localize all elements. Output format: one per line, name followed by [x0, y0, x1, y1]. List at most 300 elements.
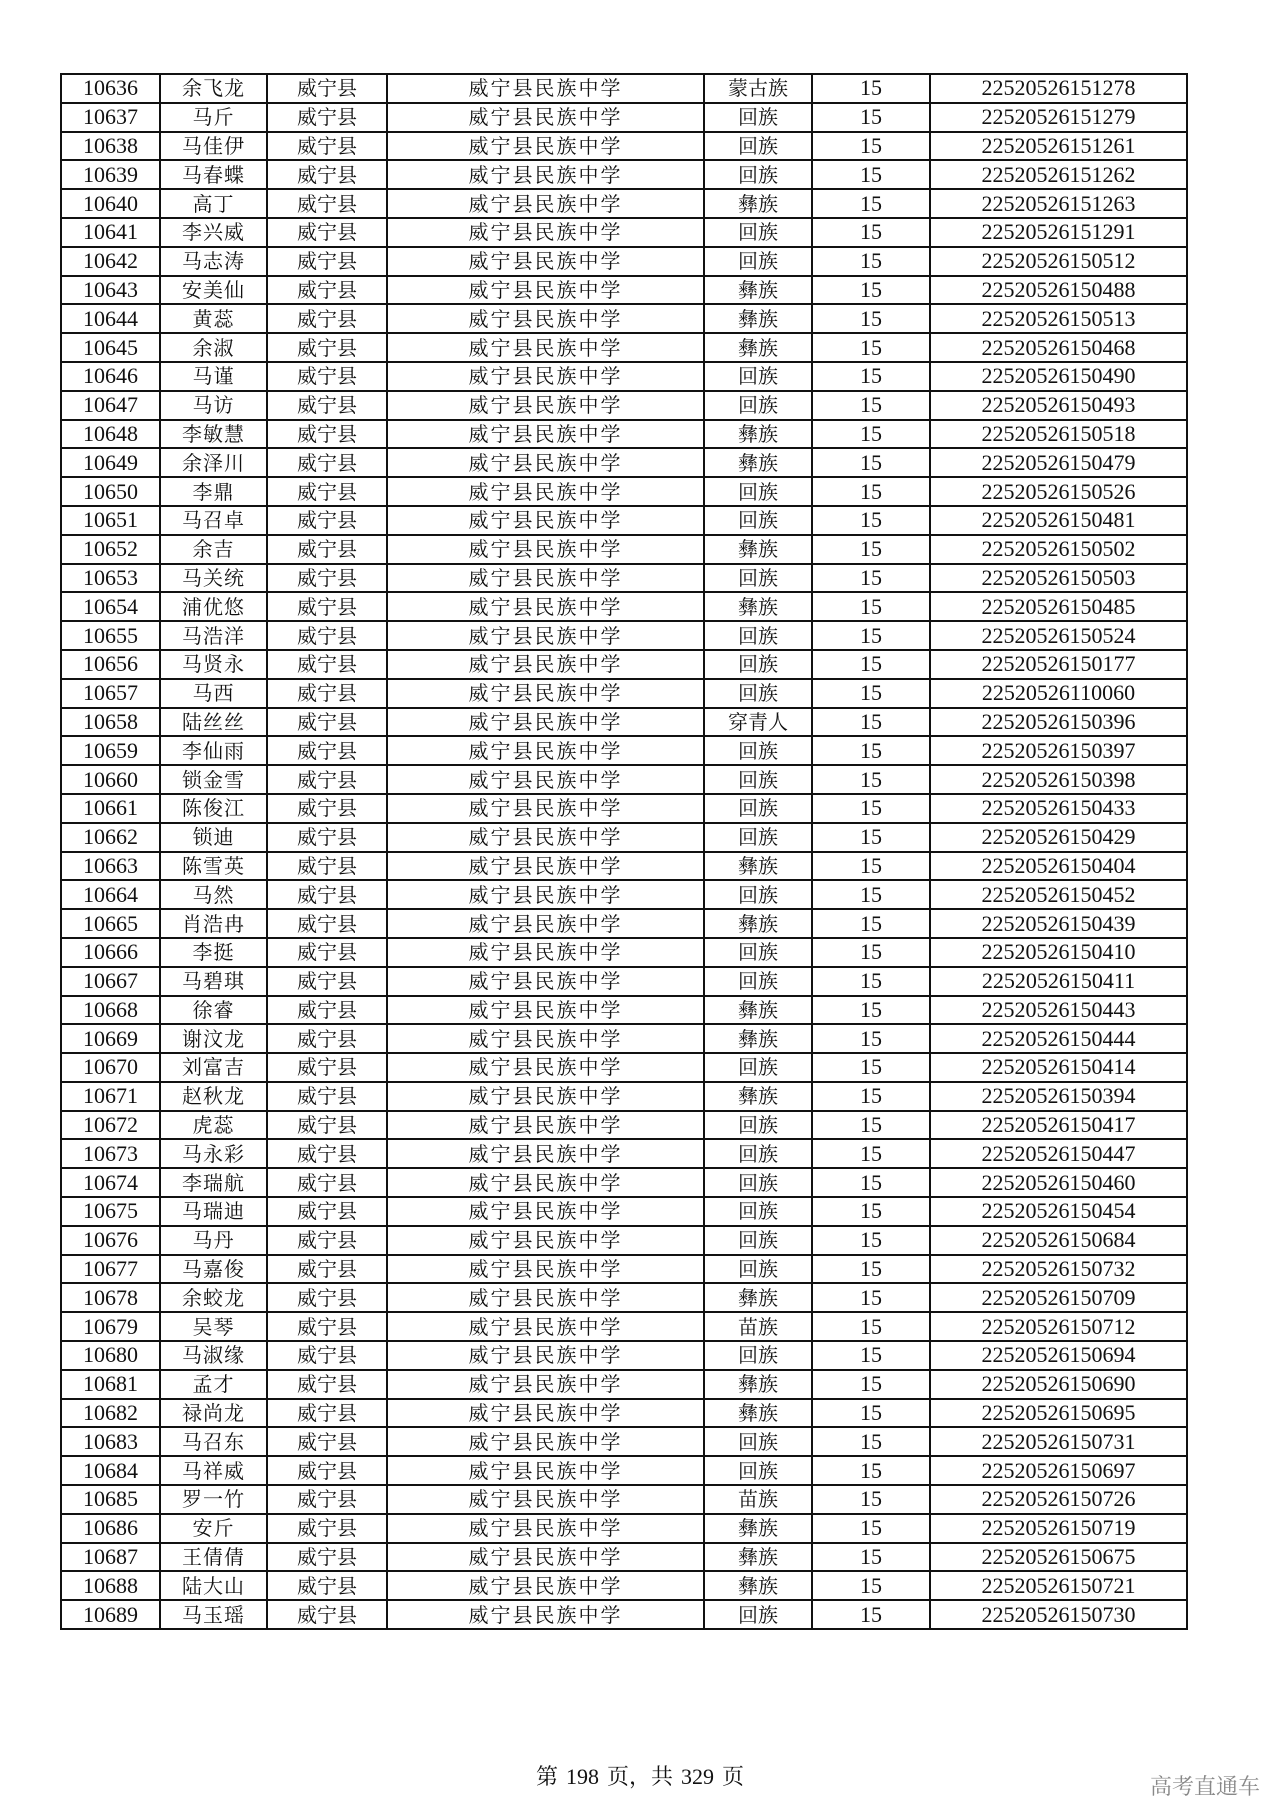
cell-exam-id: 22520526150526 — [930, 477, 1187, 506]
table-row — [61, 679, 1187, 708]
cell-score: 15 — [812, 708, 930, 737]
cell-county: 威宁县 — [267, 391, 387, 420]
cell-ethnicity: 彝族 — [704, 189, 812, 218]
cell-ethnicity: 回族 — [704, 621, 812, 650]
cell-score: 15 — [812, 1283, 930, 1312]
table-row — [61, 650, 1187, 679]
cell-ethnicity: 彝族 — [704, 276, 812, 305]
table-row — [61, 996, 1187, 1025]
cell-name: 余吉 — [160, 535, 267, 564]
cell-exam-id: 22520526150719 — [930, 1514, 1187, 1543]
cell-school: 威宁县民族中学 — [387, 650, 704, 679]
cell-score: 15 — [812, 592, 930, 621]
cell-score: 15 — [812, 448, 930, 477]
cell-exam-id: 22520526150695 — [930, 1399, 1187, 1428]
cell-ethnicity: 回族 — [704, 506, 812, 535]
cell-name: 余泽川 — [160, 448, 267, 477]
table-row — [61, 852, 1187, 881]
cell-score: 15 — [812, 650, 930, 679]
table-row — [61, 477, 1187, 506]
cell-name: 刘富吉 — [160, 1053, 267, 1082]
cell-county: 威宁县 — [267, 477, 387, 506]
cell-seq: 10668 — [61, 996, 160, 1025]
cell-school: 威宁县民族中学 — [387, 1168, 704, 1197]
cell-county: 威宁县 — [267, 1053, 387, 1082]
cell-seq: 10681 — [61, 1370, 160, 1399]
cell-score: 15 — [812, 391, 930, 420]
cell-school: 威宁县民族中学 — [387, 1399, 704, 1428]
table-row — [61, 391, 1187, 420]
cell-county: 威宁县 — [267, 938, 387, 967]
cell-ethnicity: 彝族 — [704, 1024, 812, 1053]
cell-ethnicity: 回族 — [704, 391, 812, 420]
cell-exam-id: 22520526151278 — [930, 74, 1187, 103]
cell-school: 威宁县民族中学 — [387, 1571, 704, 1600]
cell-name: 马召东 — [160, 1427, 267, 1456]
cell-seq: 10657 — [61, 679, 160, 708]
cell-name: 马佳伊 — [160, 132, 267, 161]
cell-score: 15 — [812, 736, 930, 765]
cell-exam-id: 22520526150414 — [930, 1053, 1187, 1082]
cell-school: 威宁县民族中学 — [387, 823, 704, 852]
footer-middle: 页，共 — [606, 1764, 673, 1789]
cell-name: 马然 — [160, 880, 267, 909]
cell-seq: 10655 — [61, 621, 160, 650]
cell-seq: 10672 — [61, 1111, 160, 1140]
cell-seq: 10647 — [61, 391, 160, 420]
cell-seq: 10649 — [61, 448, 160, 477]
cell-exam-id: 22520526150684 — [930, 1226, 1187, 1255]
cell-ethnicity: 回族 — [704, 1341, 812, 1370]
cell-score: 15 — [812, 276, 930, 305]
cell-ethnicity: 回族 — [704, 1226, 812, 1255]
cell-name: 马斤 — [160, 103, 267, 132]
cell-exam-id: 22520526150513 — [930, 304, 1187, 333]
cell-seq: 10646 — [61, 362, 160, 391]
cell-ethnicity: 回族 — [704, 679, 812, 708]
cell-score: 15 — [812, 794, 930, 823]
table-row — [61, 1255, 1187, 1284]
cell-exam-id: 22520526150730 — [930, 1600, 1187, 1629]
cell-county: 威宁县 — [267, 1427, 387, 1456]
cell-seq: 10641 — [61, 218, 160, 247]
cell-school: 威宁县民族中学 — [387, 506, 704, 535]
cell-county: 威宁县 — [267, 1312, 387, 1341]
cell-county: 威宁县 — [267, 362, 387, 391]
cell-score: 15 — [812, 1485, 930, 1514]
cell-seq: 10673 — [61, 1139, 160, 1168]
cell-school: 威宁县民族中学 — [387, 564, 704, 593]
cell-name: 吴琴 — [160, 1312, 267, 1341]
cell-county: 威宁县 — [267, 1514, 387, 1543]
cell-seq: 10644 — [61, 304, 160, 333]
cell-name: 马谨 — [160, 362, 267, 391]
cell-ethnicity: 回族 — [704, 794, 812, 823]
cell-county: 威宁县 — [267, 247, 387, 276]
cell-county: 威宁县 — [267, 506, 387, 535]
cell-county: 威宁县 — [267, 1283, 387, 1312]
cell-county: 威宁县 — [267, 132, 387, 161]
cell-county: 威宁县 — [267, 1456, 387, 1485]
cell-score: 15 — [812, 1255, 930, 1284]
cell-seq: 10667 — [61, 967, 160, 996]
cell-ethnicity: 彝族 — [704, 304, 812, 333]
table-row — [61, 1370, 1187, 1399]
cell-exam-id: 22520526150411 — [930, 967, 1187, 996]
cell-exam-id: 22520526150479 — [930, 448, 1187, 477]
cell-seq: 10686 — [61, 1514, 160, 1543]
cell-score: 15 — [812, 74, 930, 103]
table-row — [61, 333, 1187, 362]
cell-score: 15 — [812, 247, 930, 276]
cell-school: 威宁县民族中学 — [387, 852, 704, 881]
cell-score: 15 — [812, 1399, 930, 1428]
cell-score: 15 — [812, 304, 930, 333]
cell-score: 15 — [812, 1370, 930, 1399]
table-row — [61, 1168, 1187, 1197]
cell-name: 马永彩 — [160, 1139, 267, 1168]
cell-ethnicity: 彝族 — [704, 1514, 812, 1543]
cell-score: 15 — [812, 852, 930, 881]
cell-name: 陆大山 — [160, 1571, 267, 1600]
cell-score: 15 — [812, 535, 930, 564]
cell-name: 锁迪 — [160, 823, 267, 852]
cell-ethnicity: 彝族 — [704, 996, 812, 1025]
cell-ethnicity: 回族 — [704, 650, 812, 679]
table-row — [61, 1600, 1187, 1629]
cell-name: 锁金雪 — [160, 765, 267, 794]
table-row — [61, 823, 1187, 852]
cell-seq: 10638 — [61, 132, 160, 161]
cell-ethnicity: 彝族 — [704, 1370, 812, 1399]
table-row — [61, 1399, 1187, 1428]
table-row — [61, 506, 1187, 535]
cell-exam-id: 22520526150404 — [930, 852, 1187, 881]
cell-exam-id: 22520526150177 — [930, 650, 1187, 679]
cell-exam-id: 22520526150488 — [930, 276, 1187, 305]
cell-school: 威宁县民族中学 — [387, 448, 704, 477]
cell-school: 威宁县民族中学 — [387, 362, 704, 391]
cell-exam-id: 22520526150512 — [930, 247, 1187, 276]
cell-seq: 10675 — [61, 1197, 160, 1226]
cell-seq: 10678 — [61, 1283, 160, 1312]
cell-seq: 10653 — [61, 564, 160, 593]
cell-school: 威宁县民族中学 — [387, 1543, 704, 1572]
cell-name: 安美仙 — [160, 276, 267, 305]
cell-ethnicity: 彝族 — [704, 1082, 812, 1111]
cell-school: 威宁县民族中学 — [387, 1485, 704, 1514]
table-row — [61, 132, 1187, 161]
cell-name: 王倩倩 — [160, 1543, 267, 1572]
cell-school: 威宁县民族中学 — [387, 708, 704, 737]
cell-name: 黄蕊 — [160, 304, 267, 333]
cell-ethnicity: 彝族 — [704, 1399, 812, 1428]
cell-school: 威宁县民族中学 — [387, 592, 704, 621]
cell-county: 威宁县 — [267, 1341, 387, 1370]
cell-exam-id: 22520526150493 — [930, 391, 1187, 420]
cell-score: 15 — [812, 132, 930, 161]
table-row — [61, 708, 1187, 737]
cell-exam-id: 22520526150690 — [930, 1370, 1187, 1399]
cell-exam-id: 22520526150518 — [930, 420, 1187, 449]
table-row — [61, 448, 1187, 477]
table-row — [61, 1456, 1187, 1485]
cell-county: 威宁县 — [267, 535, 387, 564]
student-list-table — [60, 73, 1188, 1630]
cell-exam-id: 22520526150397 — [930, 736, 1187, 765]
table-row — [61, 1427, 1187, 1456]
cell-score: 15 — [812, 1312, 930, 1341]
cell-seq: 10651 — [61, 506, 160, 535]
cell-name: 陆丝丝 — [160, 708, 267, 737]
cell-county: 威宁县 — [267, 333, 387, 362]
cell-county: 威宁县 — [267, 564, 387, 593]
cell-school: 威宁县民族中学 — [387, 1197, 704, 1226]
cell-score: 15 — [812, 218, 930, 247]
cell-exam-id: 22520526150709 — [930, 1283, 1187, 1312]
cell-score: 15 — [812, 420, 930, 449]
cell-county: 威宁县 — [267, 1197, 387, 1226]
cell-name: 李鼎 — [160, 477, 267, 506]
cell-ethnicity: 彝族 — [704, 909, 812, 938]
cell-seq: 10685 — [61, 1485, 160, 1514]
table-row — [61, 621, 1187, 650]
cell-score: 15 — [812, 938, 930, 967]
cell-seq: 10676 — [61, 1226, 160, 1255]
cell-score: 15 — [812, 1514, 930, 1543]
current-page: 198 — [565, 1764, 599, 1789]
table-row — [61, 564, 1187, 593]
cell-exam-id: 22520526150502 — [930, 535, 1187, 564]
cell-ethnicity: 回族 — [704, 765, 812, 794]
cell-name: 马访 — [160, 391, 267, 420]
footer-suffix: 页 — [722, 1764, 745, 1789]
cell-county: 威宁县 — [267, 1082, 387, 1111]
cell-county: 威宁县 — [267, 679, 387, 708]
cell-seq: 10648 — [61, 420, 160, 449]
cell-score: 15 — [812, 823, 930, 852]
table-row — [61, 736, 1187, 765]
cell-school: 威宁县民族中学 — [387, 967, 704, 996]
cell-ethnicity: 回族 — [704, 1168, 812, 1197]
cell-county: 威宁县 — [267, 852, 387, 881]
cell-seq: 10662 — [61, 823, 160, 852]
cell-name: 孟才 — [160, 1370, 267, 1399]
cell-seq: 10654 — [61, 592, 160, 621]
cell-county: 威宁县 — [267, 1543, 387, 1572]
cell-name: 马玉瑶 — [160, 1600, 267, 1629]
cell-seq: 10636 — [61, 74, 160, 103]
cell-seq: 10652 — [61, 535, 160, 564]
table-row — [61, 276, 1187, 305]
cell-score: 15 — [812, 967, 930, 996]
cell-seq: 10640 — [61, 189, 160, 218]
table-row — [61, 218, 1187, 247]
cell-ethnicity: 回族 — [704, 1111, 812, 1140]
cell-ethnicity: 彝族 — [704, 852, 812, 881]
cell-school: 威宁县民族中学 — [387, 333, 704, 362]
cell-exam-id: 22520526150444 — [930, 1024, 1187, 1053]
table-row — [61, 794, 1187, 823]
cell-exam-id: 22520526150524 — [930, 621, 1187, 650]
cell-seq: 10682 — [61, 1399, 160, 1428]
cell-score: 15 — [812, 765, 930, 794]
table-row — [61, 420, 1187, 449]
cell-seq: 10656 — [61, 650, 160, 679]
cell-school: 威宁县民族中学 — [387, 1255, 704, 1284]
cell-ethnicity: 彝族 — [704, 1543, 812, 1572]
cell-school: 威宁县民族中学 — [387, 1283, 704, 1312]
cell-score: 15 — [812, 564, 930, 593]
cell-name: 马西 — [160, 679, 267, 708]
cell-exam-id: 22520526150481 — [930, 506, 1187, 535]
cell-ethnicity: 回族 — [704, 736, 812, 765]
cell-ethnicity: 苗族 — [704, 1485, 812, 1514]
table-row — [61, 1139, 1187, 1168]
cell-name: 马春蝶 — [160, 160, 267, 189]
cell-ethnicity: 回族 — [704, 1427, 812, 1456]
cell-ethnicity: 回族 — [704, 1255, 812, 1284]
cell-ethnicity: 回族 — [704, 1600, 812, 1629]
cell-exam-id: 22520526150417 — [930, 1111, 1187, 1140]
cell-seq: 10687 — [61, 1543, 160, 1572]
cell-name: 余蛟龙 — [160, 1283, 267, 1312]
cell-ethnicity: 彝族 — [704, 333, 812, 362]
cell-school: 威宁县民族中学 — [387, 1341, 704, 1370]
cell-exam-id: 22520526151261 — [930, 132, 1187, 161]
cell-name: 肖浩冉 — [160, 909, 267, 938]
cell-ethnicity: 回族 — [704, 160, 812, 189]
footer-prefix: 第 — [535, 1764, 558, 1789]
cell-school: 威宁县民族中学 — [387, 535, 704, 564]
cell-seq: 10669 — [61, 1024, 160, 1053]
cell-score: 15 — [812, 996, 930, 1025]
cell-exam-id: 22520526150721 — [930, 1571, 1187, 1600]
cell-ethnicity: 回族 — [704, 477, 812, 506]
cell-county: 威宁县 — [267, 1571, 387, 1600]
cell-score: 15 — [812, 189, 930, 218]
cell-name: 安斤 — [160, 1514, 267, 1543]
cell-ethnicity: 回族 — [704, 1456, 812, 1485]
cell-county: 威宁县 — [267, 996, 387, 1025]
cell-county: 威宁县 — [267, 276, 387, 305]
table-row — [61, 1341, 1187, 1370]
cell-exam-id: 22520526150726 — [930, 1485, 1187, 1514]
cell-exam-id: 22520526150396 — [930, 708, 1187, 737]
cell-ethnicity: 回族 — [704, 218, 812, 247]
cell-seq: 10665 — [61, 909, 160, 938]
cell-county: 威宁县 — [267, 765, 387, 794]
cell-county: 威宁县 — [267, 650, 387, 679]
cell-seq: 10683 — [61, 1427, 160, 1456]
cell-name: 马祥威 — [160, 1456, 267, 1485]
cell-county: 威宁县 — [267, 621, 387, 650]
table-row — [61, 765, 1187, 794]
cell-ethnicity: 彝族 — [704, 1283, 812, 1312]
cell-school: 威宁县民族中学 — [387, 996, 704, 1025]
table-row — [61, 1485, 1187, 1514]
cell-ethnicity: 回族 — [704, 880, 812, 909]
cell-exam-id: 22520526150468 — [930, 333, 1187, 362]
cell-score: 15 — [812, 160, 930, 189]
cell-ethnicity: 彝族 — [704, 535, 812, 564]
cell-seq: 10666 — [61, 938, 160, 967]
cell-ethnicity: 回族 — [704, 362, 812, 391]
table-row — [61, 1053, 1187, 1082]
cell-county: 威宁县 — [267, 420, 387, 449]
cell-county: 威宁县 — [267, 1370, 387, 1399]
cell-school: 威宁县民族中学 — [387, 1139, 704, 1168]
cell-school: 威宁县民族中学 — [387, 1456, 704, 1485]
cell-exam-id: 22520526150443 — [930, 996, 1187, 1025]
cell-score: 15 — [812, 1341, 930, 1370]
cell-school: 威宁县民族中学 — [387, 938, 704, 967]
cell-school: 威宁县民族中学 — [387, 477, 704, 506]
cell-name: 马嘉俊 — [160, 1255, 267, 1284]
cell-exam-id: 22520526150394 — [930, 1082, 1187, 1111]
cell-score: 15 — [812, 333, 930, 362]
cell-score: 15 — [812, 1139, 930, 1168]
cell-seq: 10658 — [61, 708, 160, 737]
cell-ethnicity: 回族 — [704, 103, 812, 132]
cell-school: 威宁县民族中学 — [387, 1600, 704, 1629]
cell-county: 威宁县 — [267, 1399, 387, 1428]
cell-name: 马瑞迪 — [160, 1197, 267, 1226]
cell-ethnicity: 回族 — [704, 1197, 812, 1226]
cell-seq: 10650 — [61, 477, 160, 506]
cell-county: 威宁县 — [267, 880, 387, 909]
cell-school: 威宁县民族中学 — [387, 391, 704, 420]
cell-exam-id: 22520526150485 — [930, 592, 1187, 621]
table-row — [61, 967, 1187, 996]
cell-name: 李仙雨 — [160, 736, 267, 765]
cell-school: 威宁县民族中学 — [387, 160, 704, 189]
cell-seq: 10645 — [61, 333, 160, 362]
cell-county: 威宁县 — [267, 103, 387, 132]
cell-score: 15 — [812, 1456, 930, 1485]
cell-seq: 10643 — [61, 276, 160, 305]
cell-exam-id: 22520526151262 — [930, 160, 1187, 189]
cell-school: 威宁县民族中学 — [387, 1514, 704, 1543]
cell-seq: 10659 — [61, 736, 160, 765]
cell-ethnicity: 回族 — [704, 938, 812, 967]
cell-ethnicity: 回族 — [704, 247, 812, 276]
cell-score: 15 — [812, 1168, 930, 1197]
table-row — [61, 103, 1187, 132]
cell-exam-id: 22520526150732 — [930, 1255, 1187, 1284]
cell-school: 威宁县民族中学 — [387, 1427, 704, 1456]
cell-seq: 10689 — [61, 1600, 160, 1629]
cell-county: 威宁县 — [267, 592, 387, 621]
cell-exam-id: 22520526150731 — [930, 1427, 1187, 1456]
cell-score: 15 — [812, 506, 930, 535]
table-row — [61, 362, 1187, 391]
table-row — [61, 1283, 1187, 1312]
cell-exam-id: 22520526150429 — [930, 823, 1187, 852]
total-pages: 329 — [681, 1764, 714, 1789]
cell-name: 马关统 — [160, 564, 267, 593]
cell-seq: 10684 — [61, 1456, 160, 1485]
cell-school: 威宁县民族中学 — [387, 621, 704, 650]
cell-exam-id: 22520526150439 — [930, 909, 1187, 938]
cell-name: 浦优悠 — [160, 592, 267, 621]
cell-score: 15 — [812, 1600, 930, 1629]
cell-name: 禄尚龙 — [160, 1399, 267, 1428]
cell-name: 马浩洋 — [160, 621, 267, 650]
cell-score: 15 — [812, 1427, 930, 1456]
cell-county: 威宁县 — [267, 160, 387, 189]
cell-exam-id: 22520526150503 — [930, 564, 1187, 593]
